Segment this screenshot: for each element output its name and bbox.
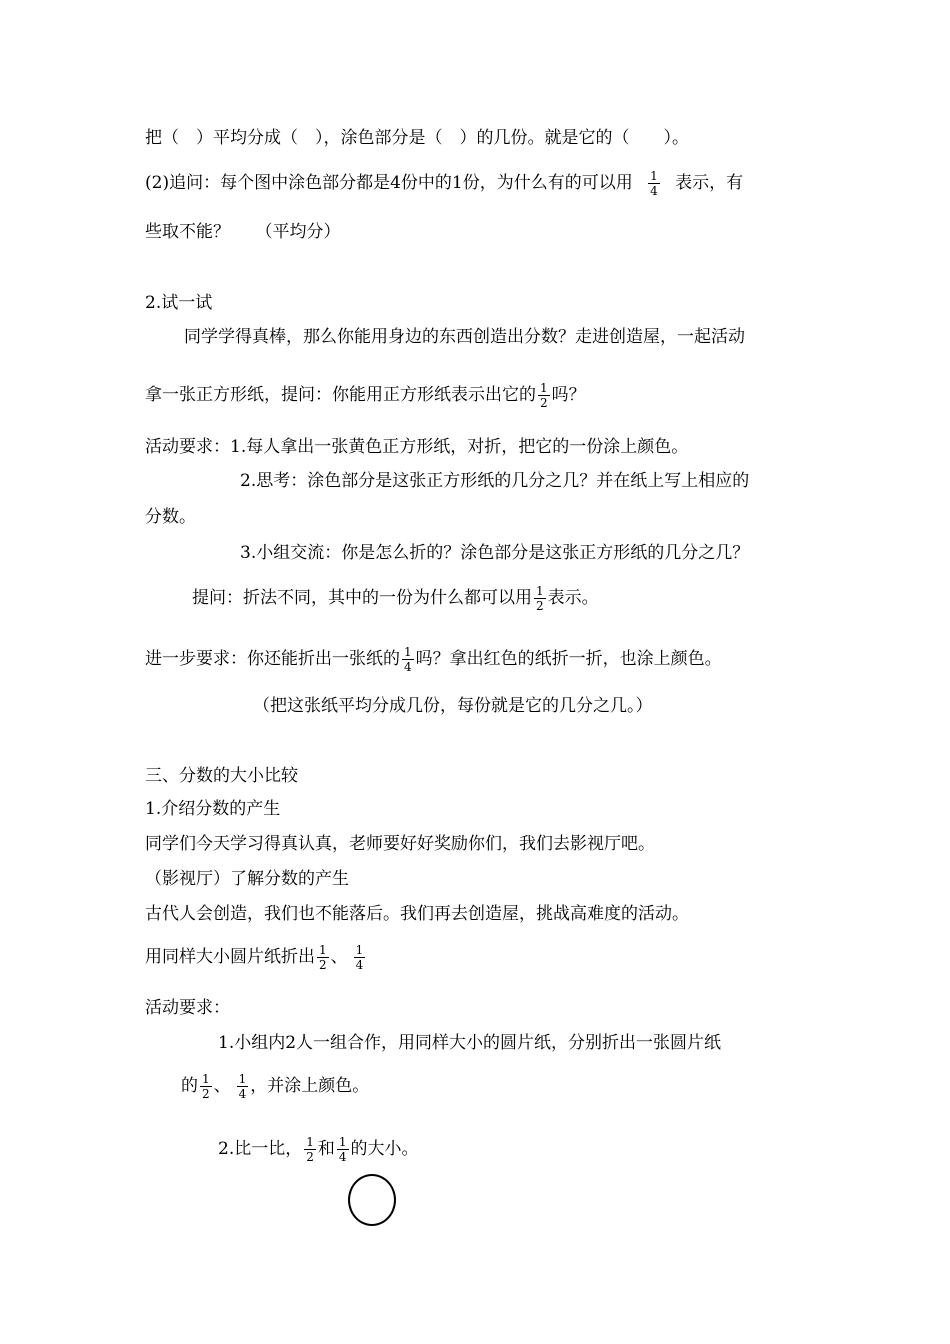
fraction-numerator: 1 xyxy=(404,645,412,659)
fraction-numerator: 1 xyxy=(650,169,658,183)
fraction-one-quarter xyxy=(402,646,414,673)
fraction-denominator: 4 xyxy=(404,660,412,674)
text-segment: ，并涂上颜色。 xyxy=(250,1076,370,1096)
fraction-denominator: 2 xyxy=(540,396,548,410)
text-line: 分数。 xyxy=(145,507,196,527)
text-segment: 表示，有 xyxy=(675,173,744,193)
text-line: 同学学得真棒，那么你能用身边的东西创造出分数？走进创造屋，一起活动 xyxy=(184,327,745,347)
text-segment: 、 xyxy=(213,1076,231,1096)
text-line: 同学们今天学习得真认真，老师要好好奖励你们，我们去影视厅吧。 xyxy=(145,834,655,854)
section-heading: 2.试一试 xyxy=(145,293,213,313)
text-line: （影视厅）了解分数的产生 xyxy=(145,869,349,889)
text-line xyxy=(145,382,586,409)
text-line xyxy=(192,585,599,612)
text-line: 活动要求：1.每人拿出一张黄色正方形纸，对折，把它的一份涂上颜色。 xyxy=(145,437,689,457)
text-line xyxy=(181,1073,369,1100)
text-line: 古代人会创造，我们也不能落后。我们再去创造屋，挑战高难度的活动。 xyxy=(145,904,689,924)
fraction-one-quarter xyxy=(648,170,660,197)
text-line: 把（ ）平均分成（ ），涂色部分是（ ）的几份。就是它的（ ）。 xyxy=(145,128,689,148)
fraction-denominator: 4 xyxy=(238,1087,247,1101)
fraction-denominator: 2 xyxy=(536,599,544,613)
text-line xyxy=(145,944,367,971)
text-line: （把这张纸平均分成几份，每份就是它的几分之几。） xyxy=(253,696,653,716)
subsection-heading: 1.介绍分数的产生 xyxy=(145,799,281,819)
fraction-numerator: 1 xyxy=(536,584,544,598)
fraction-numerator: 1 xyxy=(540,381,548,395)
text-line: 2.思考：涂色部分是这张正方形纸的几分之几？并在纸上写上相应的 xyxy=(240,471,750,491)
fraction-numerator: 1 xyxy=(238,1072,247,1086)
text-segment: (2)追问：每个图中涂色部分都是4份中的1份，为什么有的可以用 xyxy=(145,173,633,193)
fraction-one-half xyxy=(304,1136,316,1163)
text-segment: 表示。 xyxy=(547,588,599,608)
fraction-one-quarter xyxy=(237,1073,249,1100)
fraction-numerator: 1 xyxy=(202,1072,210,1086)
fraction-numerator: 1 xyxy=(338,1135,347,1149)
fraction-denominator: 2 xyxy=(319,958,327,972)
text-segment: 拿一张正方形纸，提问：你能用正方形纸表示出它的 xyxy=(145,385,536,405)
fraction-denominator: 4 xyxy=(355,958,364,972)
circle-shape xyxy=(348,1174,396,1226)
text-segment: 的大小。 xyxy=(350,1139,419,1159)
fraction-one-quarter xyxy=(337,1136,349,1163)
fraction-numerator: 1 xyxy=(306,1135,314,1149)
fraction-one-half xyxy=(317,944,329,971)
text-line xyxy=(145,646,722,673)
fraction-one-half xyxy=(538,382,550,409)
fraction-numerator: 1 xyxy=(319,943,327,957)
text-line: 1.小组内2人一组合作，用同样大小的圆片纸，分别折出一张圆片纸 xyxy=(218,1033,722,1053)
text-line: 3.小组交流：你是怎么折的？涂色部分是这张正方形纸的几分之几？ xyxy=(240,543,750,563)
text-segment: 、 xyxy=(330,947,348,967)
fraction-denominator: 2 xyxy=(306,1150,314,1164)
text-line: 些取不能？ （平均分） xyxy=(145,222,341,242)
fraction-denominator: 2 xyxy=(202,1087,210,1101)
fraction-numerator: 1 xyxy=(355,943,364,957)
fraction-one-quarter xyxy=(354,944,366,971)
text-line xyxy=(218,1136,419,1163)
fraction-one-half xyxy=(534,585,546,612)
text-segment: 吗？ xyxy=(551,385,586,405)
section-heading: 三、分数的大小比较 xyxy=(145,766,298,786)
text-segment: 吗？拿出红色的纸折一折，也涂上颜色。 xyxy=(415,649,722,669)
text-segment: 的 xyxy=(181,1076,198,1096)
text-segment: 和 xyxy=(317,1139,335,1159)
fraction-denominator: 4 xyxy=(650,184,658,198)
text-segment: 用同样大小圆片纸折出 xyxy=(145,947,315,967)
text-segment: 进一步要求：你还能折出一张纸的 xyxy=(145,649,400,669)
text-line xyxy=(145,170,743,197)
text-line: 活动要求： xyxy=(145,998,230,1018)
fraction-one-half xyxy=(200,1073,212,1100)
text-segment: 提问：折法不同，其中的一份为什么都可以用 xyxy=(192,588,532,608)
fraction-denominator: 4 xyxy=(338,1150,347,1164)
text-segment: 2.比一比， xyxy=(218,1139,303,1159)
